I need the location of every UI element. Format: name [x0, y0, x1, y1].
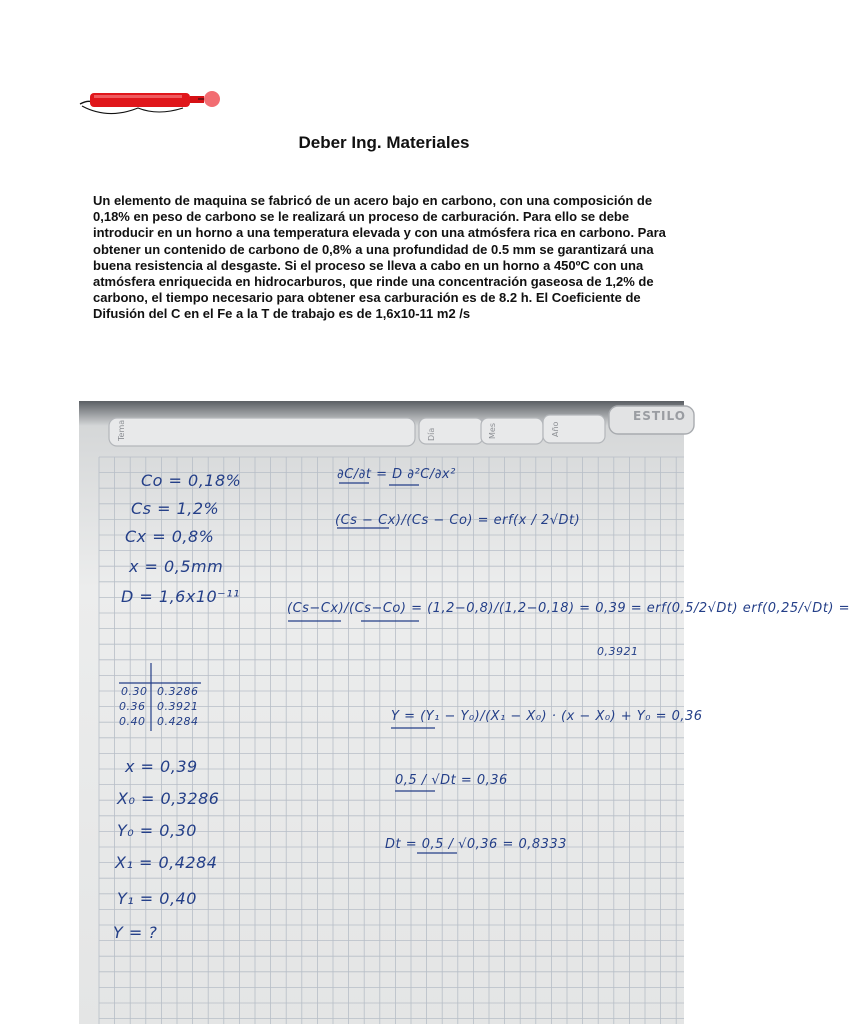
erf-table-z: 0.36: [119, 700, 146, 713]
label-dia: Día: [427, 427, 436, 441]
interp-x1: X₁ = 0,4284: [115, 853, 218, 872]
given-cx: Cx = 0,8%: [125, 527, 215, 546]
label-ano: Año: [551, 421, 560, 437]
interp-y: Y = ?: [113, 923, 158, 942]
erf-result: 0,3921: [597, 645, 639, 658]
label-estilo: ESTILO: [633, 409, 686, 423]
given-co: Co = 0,18%: [141, 471, 242, 490]
page-title: Deber Ing. Materiales: [298, 133, 470, 152]
label-tema: Tema: [117, 419, 126, 441]
notebook-photo: [79, 401, 850, 1024]
erf-table-z: 0.30: [121, 685, 148, 698]
given-cs: Cs = 1,2%: [131, 499, 220, 518]
erf-table-erf: 0.3286: [157, 685, 199, 698]
substitution-equation: (Cs−Cx)/(Cs−Co) = (1,2−0,8)/(1,2−0,18) = 0,39 = erf(0,5/2√Dt) erf(0,25/√Dt) =: [287, 601, 850, 616]
given-d: D = 1,6x10⁻¹¹: [121, 587, 240, 606]
erf-table-z: 0.40: [119, 715, 146, 728]
interp-formula: Y = (Y₁ − Y₀)/(X₁ − X₀) · (x − X₀) + Y₀ = 0,36: [391, 709, 703, 724]
fick-law: ∂C/∂t = D ∂²C/∂x²: [337, 467, 456, 482]
interp-x0: X₀ = 0,3286: [117, 789, 220, 808]
solution-form: (Cs − Cx)/(Cs − Co) = erf(x / 2√Dt): [335, 513, 581, 528]
erf-table-erf: 0.3921: [157, 700, 199, 713]
given-x: x = 0,5mm: [129, 557, 224, 576]
interp-y1: Y₁ = 0,40: [117, 889, 197, 908]
label-mes: Mes: [488, 423, 497, 439]
red-marker-logo: [78, 86, 223, 118]
problem-statement: Un elemento de maquina se fabricó de un acero bajo en carbono, con una composición de 0,18% en peso de carbono se le realizará un proceso de carburación. Para ello se debe introducir en un horno a una temperatura elevada y con una atmósfera rica en carbono. Para obtener un contenido de carbono de 0,8% a una profundidad de 0.5 mm se garantizará una buena resistencia al desgaste. Si el proceso se lleva a cabo en un horno a 450ºC con una atmósfera enriquecida en hidrocarburos, que rinde una concentración gaseosa de 1,2% de carbono, el tiempo necesario para obtener esa carburación es de 8.2 h. El Coeficiente de Difusión del C en el Fe a la T de trabajo es de 1,6x10-11 m2 /s: [93, 193, 666, 322]
ratio-equation: 0,5 / √Dt = 0,36: [395, 773, 508, 788]
erf-table-erf: 0.4284: [157, 715, 199, 728]
dt-equation: Dt = 0,5 / √0,36 = 0,8333: [385, 837, 567, 852]
interp-y0: Y₀ = 0,30: [117, 821, 197, 840]
interp-x: x = 0,39: [125, 757, 198, 776]
